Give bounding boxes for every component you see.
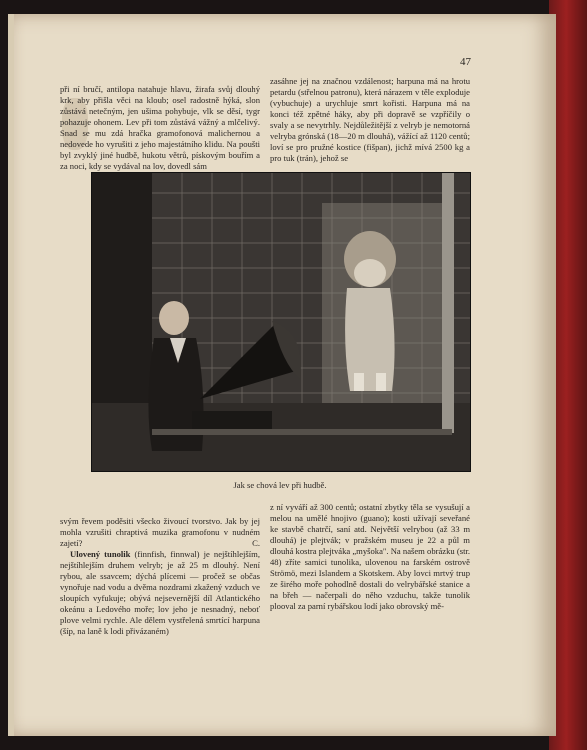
- text-column-top-left: [60, 84, 260, 172]
- text-column-bottom-right: [270, 502, 470, 612]
- paragraph-text: svým řevem poděsiti všecko živoucí tvorstvo. Jak by jej mohla vzrušiti chraptivá muzika gramofonu v nudném zajetí?: [60, 516, 260, 548]
- section-heading: Ulovený tunolik: [70, 549, 131, 559]
- photograph: [92, 173, 470, 471]
- photo-caption: Jak se chová lev při hudbě.: [233, 480, 327, 490]
- text-column-top-right: [270, 76, 470, 164]
- page-number: 47: [460, 56, 471, 68]
- book-page: [8, 14, 556, 736]
- text-column-bottom-left: [60, 516, 260, 637]
- section-number: C.: [252, 538, 260, 548]
- paragraph: zasáhne jej na značnou vzdálenost; harpuna má na hrotu petardu (střelnou patronu), která nárazem v těle exploduje (vybuchuje) a urychluje smrt kořisti. Harpuna má na konci též zpětné háky, aby při dopravě se vzpříčily o svaly a se nevytrhly. Nejdůležitější z velryb je nemotorná velryba grónská (18—20 m dlouhá), vážící až 1120 centů; loví se pro pružné kostice (fišpan), jichž mívá 2500 kg a pro tuk (trán), jehož se: [270, 76, 470, 163]
- photo-lion-and-gramophone: [91, 172, 471, 472]
- paragraph: [60, 549, 260, 637]
- page-gutter: [8, 14, 14, 736]
- paragraph: z ní vyváří až 300 centů; ostatní zbytky těla se vysušují a melou na umělé hnojivo (guano); kosti užívají seveřané ke stavbě chatrčí, saní atd. Největší velrybou (až 33 m dlouhá) je plejtvák; v pražském museu je 22 a půl m dlouhá kostra plejtváka „myšoka". Na našem obrázku (str. 48) zříte samici tunolika, ulovenou na farském ostrově Strömö, mezi Islandem a Skotskem. Aby lovci mrtvý trup ze širého moře pohodlně dostali do velrybářské stanice a na břeh — načerpali do něho vzduchu, takže tunolik plooval za parní rybářskou lodí jako obrovský mě-: [270, 502, 470, 611]
- paragraph-text: (finnfish, finnwal) je nejštíhlejším, nejštíhlejším druhem velryb; je až 25 m dlouhý. Není rybou, ale ssavcem; dýchá plícemi — pročež se občas vynořuje nad vodu a dvěma nozdrami zkažený vzduch ve sloupích vyfukuje; obývá nejsevernější díl Atlantického okeánu a Ledového moře; lov jeho je nesnadný, neboť plove velmi rychle. Ale dělem vystřelená smrtící harpuna (šíp, na laně k lodi přivázaném): [60, 549, 260, 636]
- paragraph: při ní bručí, antilopa natahuje hlavu, žirafa svůj dlouhý krk, aby přišla věci na kloub; osel radostně hýká, slon zůstává netečným, jen ušima pohybuje, vlk se děsí, tygr pohazuje ohonem. Lev při tom zůstává vážný a mlčelivý. Snad se mu zdá hračka gramofonová malichernou a nedovede ho vyrušiti z jeho majestátního klidu. Na poušti byl zvyklý jiné hudbě, hukotu větrů, pískovým bouřím a za noci, kdy se vydával na lov, dovedl sám: [60, 84, 260, 171]
- paragraph: [60, 516, 260, 549]
